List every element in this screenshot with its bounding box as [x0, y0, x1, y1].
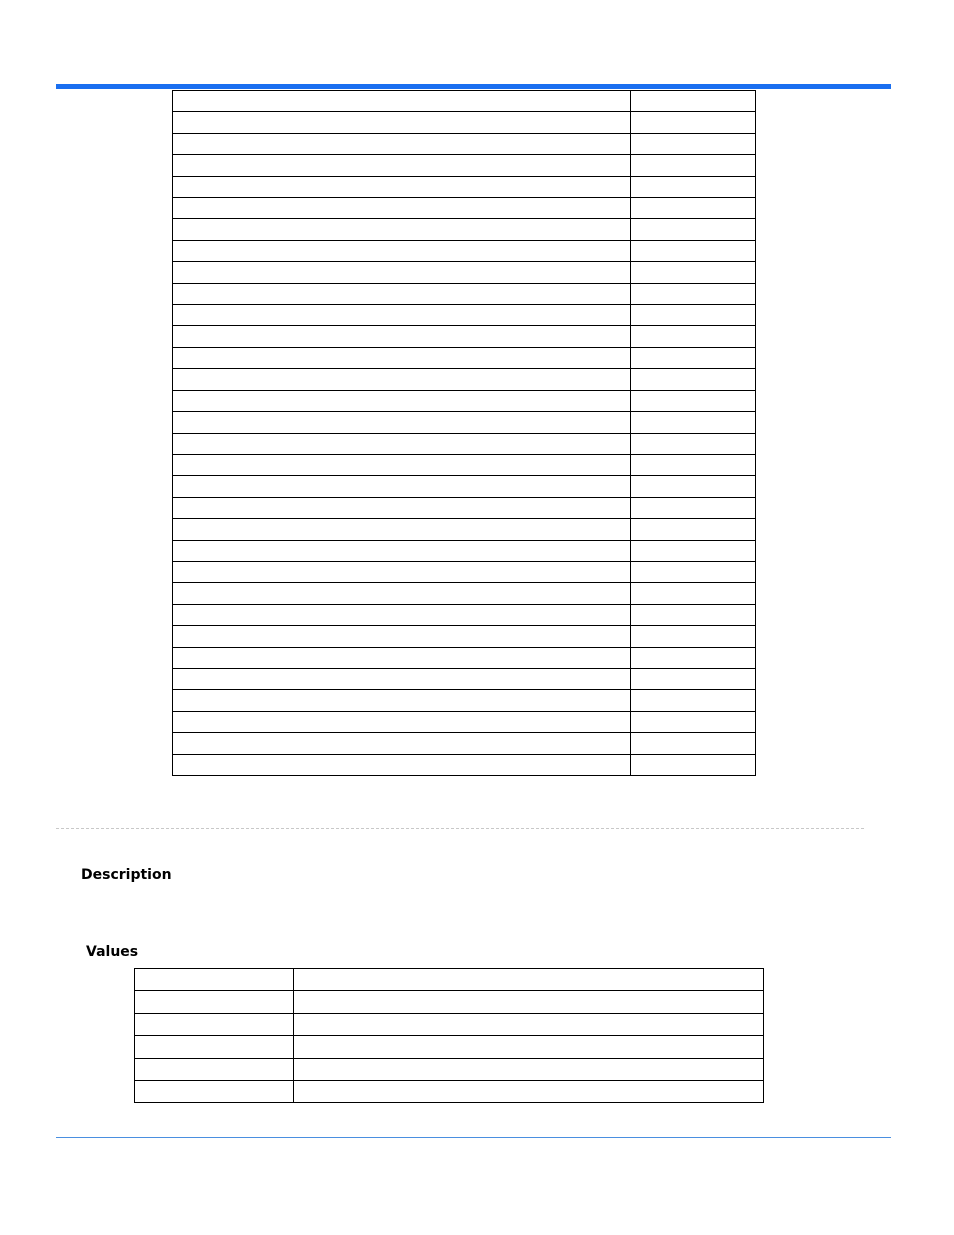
table-cell-name — [173, 497, 631, 518]
table-cell-name — [173, 711, 631, 732]
table-row — [173, 647, 756, 668]
table-cell-value — [631, 240, 756, 261]
table-cell-name — [173, 176, 631, 197]
table-cell-name — [135, 1080, 294, 1102]
table-row — [173, 347, 756, 368]
table-cell-name — [173, 626, 631, 647]
table-cell-name — [173, 540, 631, 561]
table-cell-value — [631, 647, 756, 668]
table-cell-name — [135, 1013, 294, 1035]
table-cell-value — [631, 155, 756, 176]
table-row — [173, 176, 756, 197]
table-cell-name — [173, 519, 631, 540]
parameter-table — [172, 90, 756, 776]
table-cell-value — [631, 454, 756, 475]
table-cell-value — [631, 626, 756, 647]
table-cell-value — [631, 133, 756, 154]
table-row — [173, 305, 756, 326]
table-cell-name — [173, 240, 631, 261]
table-cell-name — [173, 668, 631, 689]
table-cell-name — [173, 433, 631, 454]
table-row — [173, 198, 756, 219]
table-cell-name — [173, 219, 631, 240]
table-row — [173, 91, 756, 112]
table-cell-name — [173, 412, 631, 433]
table-cell-value — [294, 1058, 764, 1080]
table-row — [173, 219, 756, 240]
table-cell-value — [631, 668, 756, 689]
table-row — [173, 626, 756, 647]
table-cell-name — [173, 476, 631, 497]
table-row — [135, 1080, 764, 1102]
footer-rule — [56, 1137, 891, 1138]
table-cell-value — [631, 347, 756, 368]
table-cell-value — [294, 969, 764, 991]
table-cell-value — [631, 91, 756, 112]
table-row — [173, 754, 756, 775]
table-cell-value — [631, 283, 756, 304]
table-row — [173, 133, 756, 154]
table-cell-value — [631, 433, 756, 454]
table-cell-value — [631, 690, 756, 711]
table-row — [173, 112, 756, 133]
table-cell-name — [173, 91, 631, 112]
table-cell-value — [294, 991, 764, 1013]
table-cell-value — [631, 604, 756, 625]
values-heading: Values — [86, 944, 139, 960]
table-cell-value — [631, 497, 756, 518]
table-row — [173, 583, 756, 604]
table-row — [173, 668, 756, 689]
table-row — [173, 454, 756, 475]
table-row — [173, 497, 756, 518]
table-row — [173, 262, 756, 283]
table-cell-value — [631, 326, 756, 347]
table-row — [173, 283, 756, 304]
table-row — [135, 1013, 764, 1035]
table-row — [173, 433, 756, 454]
table-cell-name — [173, 305, 631, 326]
table-cell-name — [173, 326, 631, 347]
table-row — [173, 519, 756, 540]
table-cell-name — [173, 262, 631, 283]
table-row — [173, 733, 756, 754]
table-row — [135, 1036, 764, 1058]
table-row — [173, 711, 756, 732]
values-table-body — [135, 969, 764, 1103]
values-table — [134, 968, 764, 1103]
table-row — [135, 991, 764, 1013]
table-cell-name — [173, 112, 631, 133]
parameter-table-body — [173, 91, 756, 776]
table-row — [173, 604, 756, 625]
description-heading: Description — [81, 867, 172, 883]
table-cell-name — [173, 283, 631, 304]
table-cell-value — [631, 369, 756, 390]
section-divider — [56, 828, 864, 829]
table-cell-value — [631, 711, 756, 732]
table-cell-name — [173, 390, 631, 411]
table-cell-name — [173, 647, 631, 668]
table-cell-value — [631, 519, 756, 540]
table-cell-value — [631, 561, 756, 582]
table-cell-name — [135, 991, 294, 1013]
table-row — [135, 1058, 764, 1080]
table-cell-name — [173, 604, 631, 625]
table-cell-name — [173, 583, 631, 604]
table-cell-value — [631, 412, 756, 433]
table-row — [135, 969, 764, 991]
table-cell-name — [173, 155, 631, 176]
header-rule — [56, 84, 891, 89]
table-cell-value — [294, 1080, 764, 1102]
table-cell-name — [173, 561, 631, 582]
table-row — [173, 240, 756, 261]
table-row — [173, 540, 756, 561]
table-cell-value — [294, 1013, 764, 1035]
table-cell-value — [631, 262, 756, 283]
table-cell-name — [173, 690, 631, 711]
table-cell-name — [173, 133, 631, 154]
table-cell-value — [631, 112, 756, 133]
table-row — [173, 326, 756, 347]
table-cell-value — [631, 219, 756, 240]
table-cell-name — [173, 369, 631, 390]
table-cell-name — [173, 198, 631, 219]
table-cell-value — [631, 305, 756, 326]
table-row — [173, 561, 756, 582]
table-cell-name — [173, 454, 631, 475]
table-row — [173, 690, 756, 711]
table-cell-value — [631, 390, 756, 411]
table-row — [173, 155, 756, 176]
table-cell-value — [631, 733, 756, 754]
table-cell-value — [631, 754, 756, 775]
table-cell-value — [631, 540, 756, 561]
table-row — [173, 476, 756, 497]
table-row — [173, 412, 756, 433]
table-cell-value — [631, 176, 756, 197]
table-cell-value — [294, 1036, 764, 1058]
table-cell-value — [631, 583, 756, 604]
table-row — [173, 390, 756, 411]
table-cell-name — [135, 1058, 294, 1080]
table-cell-value — [631, 476, 756, 497]
table-cell-name — [135, 1036, 294, 1058]
table-row — [173, 369, 756, 390]
table-cell-name — [173, 733, 631, 754]
table-cell-value — [631, 198, 756, 219]
table-cell-name — [173, 754, 631, 775]
table-cell-name — [135, 969, 294, 991]
table-cell-name — [173, 347, 631, 368]
